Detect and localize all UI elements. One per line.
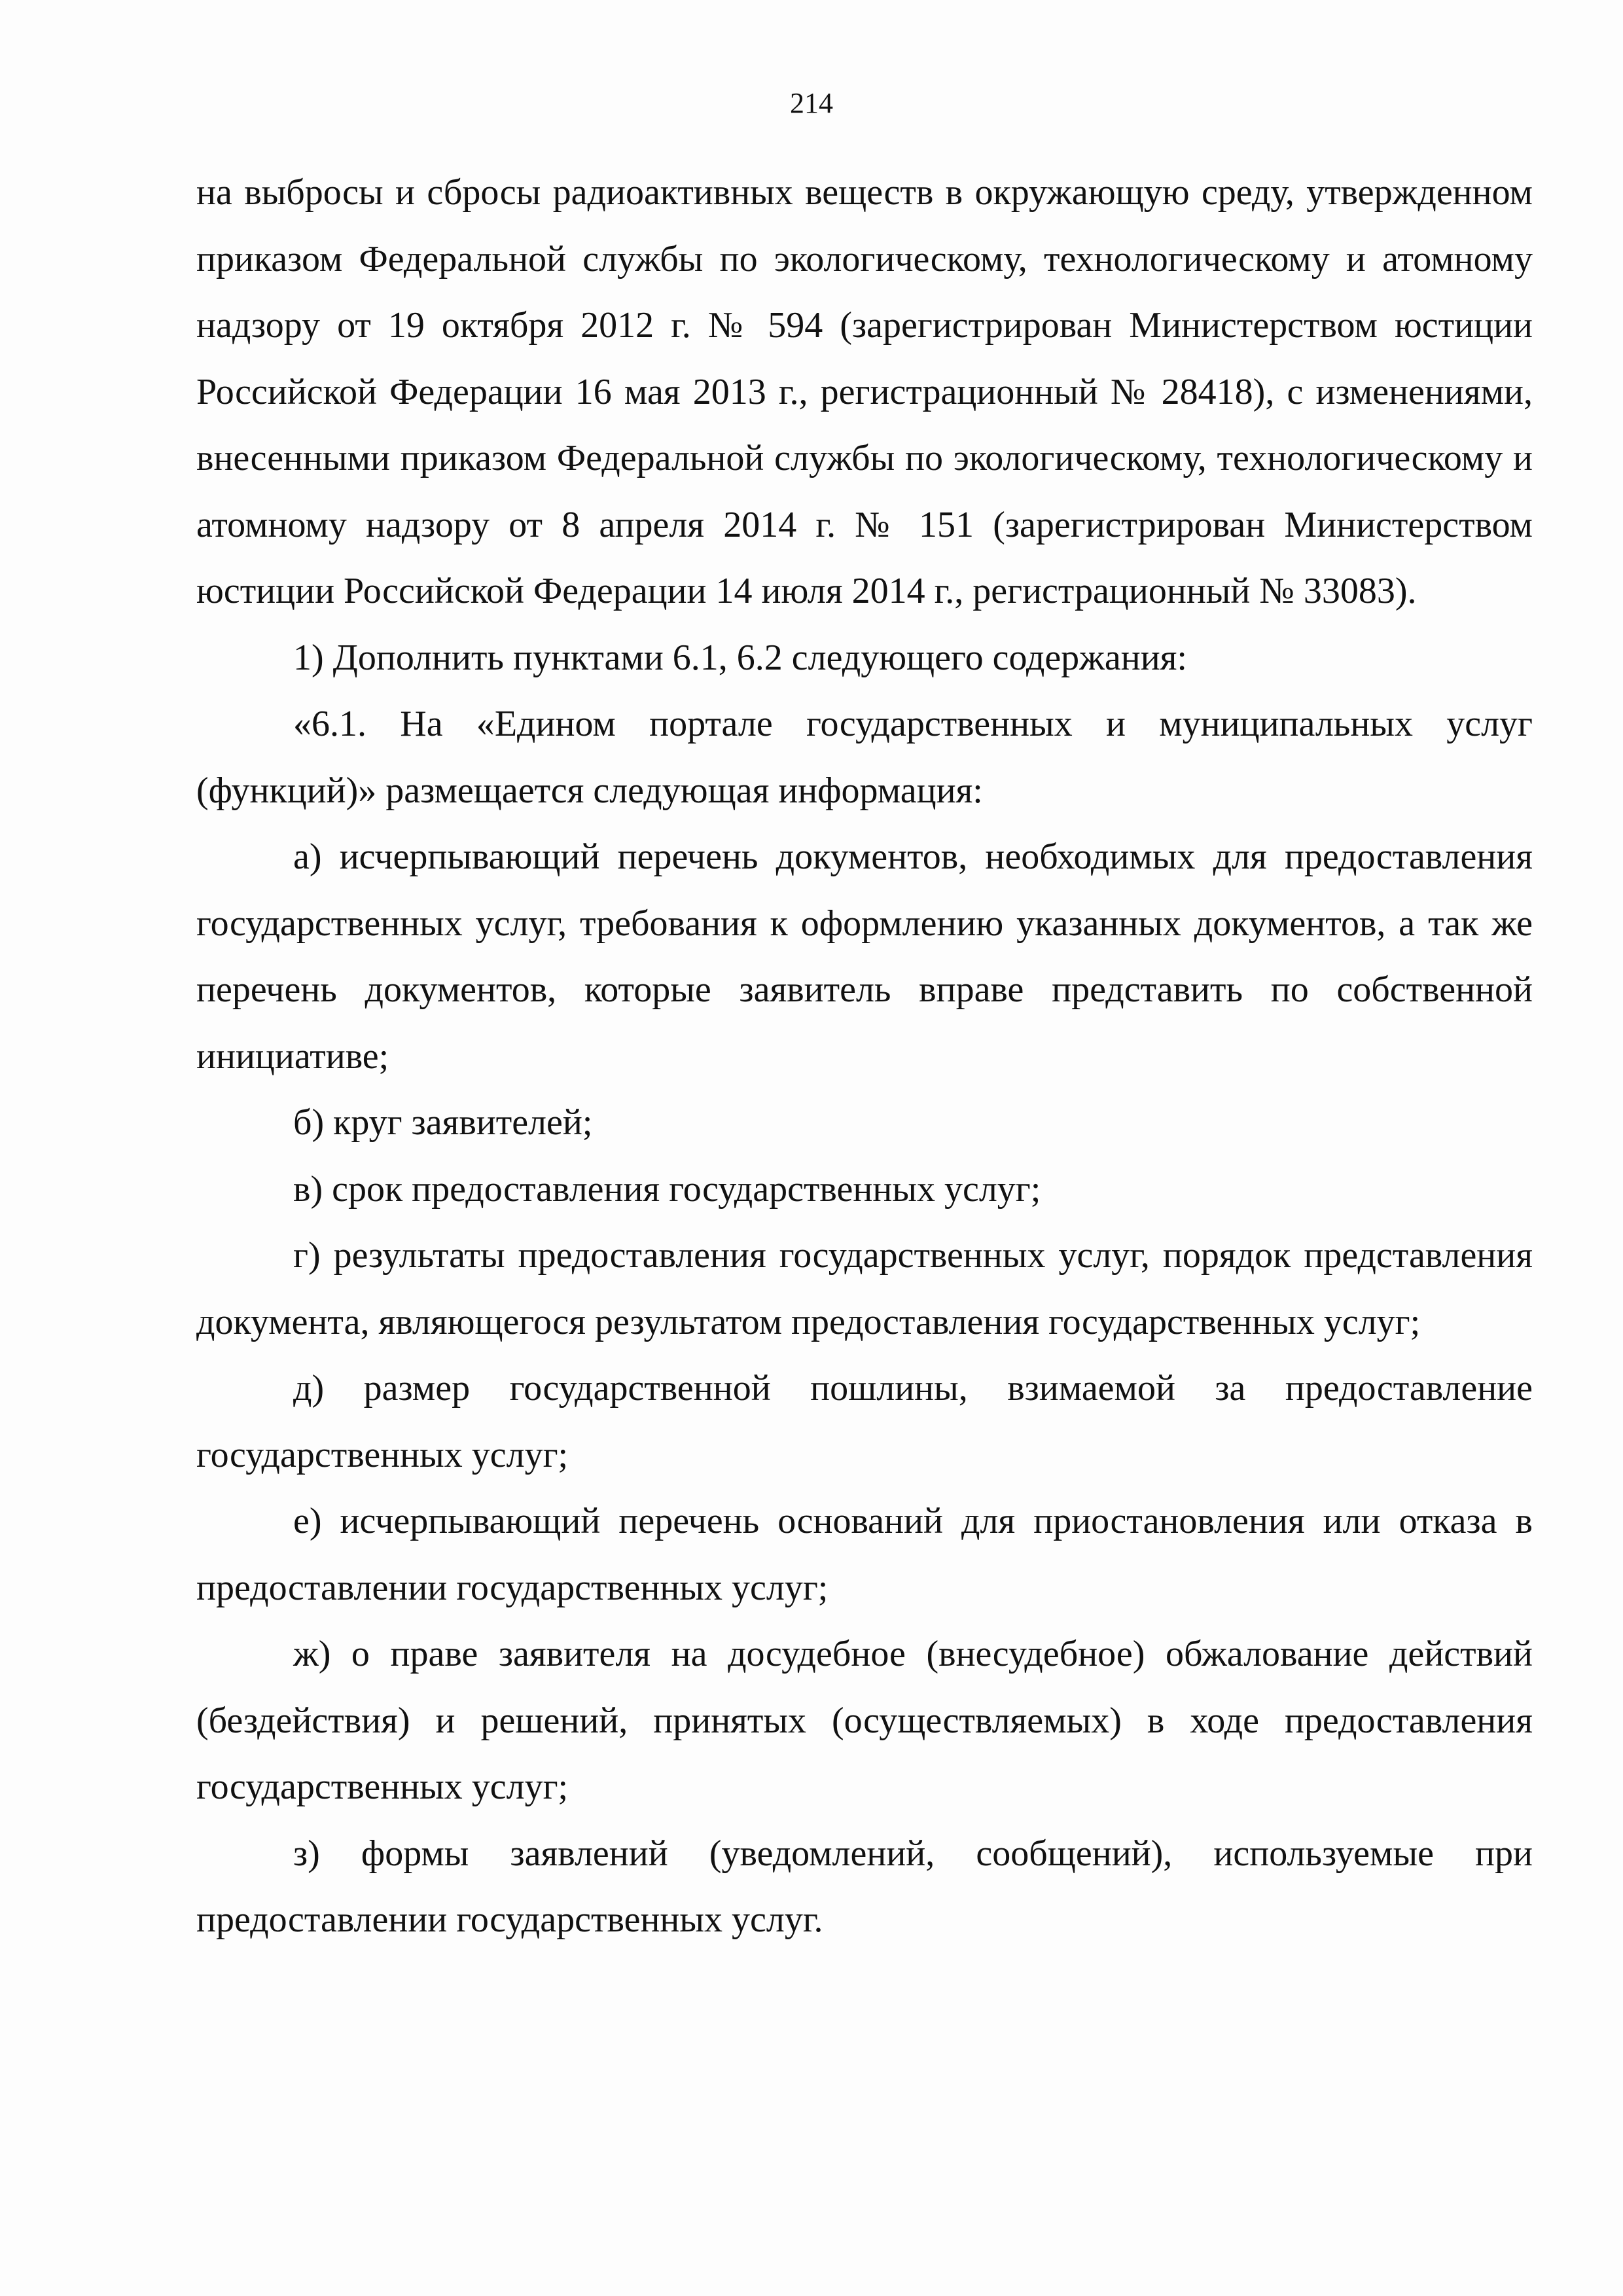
paragraph-6-1: «6.1. На «Едином портале государственных и муниципальных услуг (функций)» размещается следующая информация:	[196, 704, 1533, 811]
paragraph-intro: на выбросы и сбросы радиоактивных веществ в окружающую среду, утвержденном приказом Федеральной службы по экологическому, технологическому и атомному надзору от 19 октября 2012 г. № 594 (зарегистрирован Министерством юстиции Российской Федерации 16 мая 2013 г., регистрационный № 28418), с изменениями, внесенными приказом Федеральной службы по экологическому, технологическому и атомному надзору от 8 апреля 2014 г. № 151 (зарегистрирован Министерством юстиции Российской Федерации 14 июля 2014 г., регистрационный № 33083).	[196, 172, 1533, 611]
document-body	[196, 160, 1533, 1954]
list-item-b: б) круг заявителей;	[293, 1102, 593, 1143]
paragraph-item-1: 1) Дополнить пунктами 6.1, 6.2 следующего содержания:	[293, 637, 1187, 678]
list-item-zh: ж) о праве заявителя на досудебное (внесудебное) обжалование действий (бездействия) и решений, принятых (осуществляемых) в ходе предоставления государственных услуг;	[196, 1634, 1533, 1807]
list-item-g: г) результаты предоставления государственных услуг, порядок представления документа, являющегося результатом предоставления государственных услуг;	[196, 1235, 1533, 1342]
page-number: 214	[790, 87, 833, 119]
list-item-z: з) формы заявлений (уведомлений, сообщений), используемые при предоставлении государственных услуг.	[196, 1833, 1533, 1940]
list-item-d: д) размер государственной пошлины, взимаемой за предоставление государственных услуг;	[196, 1368, 1533, 1475]
list-item-e: е) исчерпывающий перечень оснований для приостановления или отказа в предоставлении государственных услуг;	[196, 1501, 1533, 1608]
list-item-v: в) срок предоставления государственных услуг;	[293, 1168, 1041, 1210]
list-item-a: а) исчерпывающий перечень документов, необходимых для предоставления государственных услуг, требования к оформлению указанных документов, а так же перечень документов, которые заявитель вправе представить по собственной инициативе;	[196, 836, 1533, 1077]
